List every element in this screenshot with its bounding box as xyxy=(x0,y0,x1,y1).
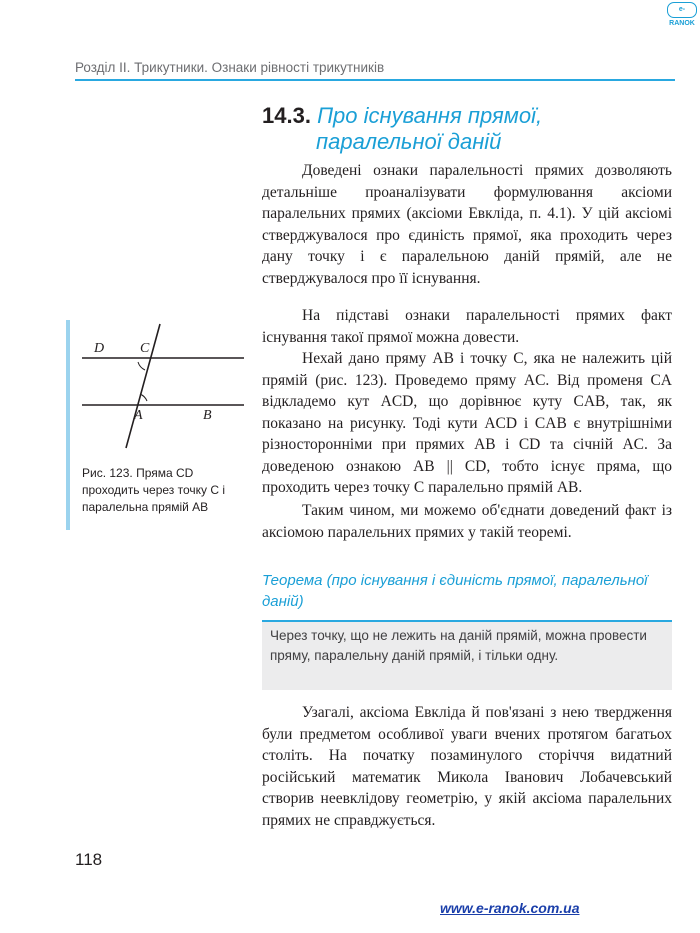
website-link[interactable]: www.e-ranok.com.ua xyxy=(440,900,580,916)
paragraph-1: Доведені ознаки паралельності прямих дозволяють детальніше проаналізувати формулювання аксіоми паралельних прямих (аксіоми Евкліда, п. 4.1). У цій аксіомі стверджувалося про єдиність прямої, яка проходить через дану точку і є паралельною даній прямій, але не стверджувалося про її існування. xyxy=(262,162,672,287)
figure-caption: Рис. 123. Пряма CD проходить через точку C і паралельна прямій AB xyxy=(82,466,226,514)
figure-123-diagram xyxy=(78,318,248,458)
paragraph-5: Узагалі, аксіома Евкліда й пов'язані з нею твердження були предметом особливої уваги вчених протягом багатьох століть. На початку позаминулого сторіччя видатний російський математик Микола Іванович Лобачевський створив неевклідову геометрію, у якій аксіома паралельних прямих не справджується. xyxy=(262,704,672,829)
theorem-heading: Теорема (про існування і єдиність прямої, паралельної даній) xyxy=(262,572,648,610)
figure-accent-bar xyxy=(66,320,70,530)
label-c: C xyxy=(140,341,150,356)
page-number: 118 xyxy=(75,850,103,869)
theorem-text: Через точку, що не лежить на даній прямій, можна провести пряму, паралельну даній прямій, і тільки одну. xyxy=(270,628,647,663)
running-header: Розділ ІІ. Трикутники. Ознаки рівності трикутників xyxy=(75,60,385,75)
label-d: D xyxy=(94,341,105,356)
section-number: 14.3. xyxy=(262,103,311,128)
paragraph-2: На підставі ознаки паралельності прямих факт існування такої прямої можна довести. xyxy=(262,307,672,346)
angle-cab-arc xyxy=(140,394,147,401)
section-title-line2: паралельної даній xyxy=(316,129,502,154)
section-title-line1: Про існування прямої, xyxy=(317,103,543,128)
paragraph-4: Таким чином, ми можемо об'єднати доведений факт із аксіомою паралельних прямих у такій теоремі. xyxy=(262,502,672,541)
section-title xyxy=(262,103,682,155)
publisher-logo: e-RANOK xyxy=(667,2,697,18)
paragraph-3: Нехай дано пряму AB і точку C, яка не належить цій прямій (рис. 123). Проведемо пряму AC. Від променя CA відкладемо кут ACD, що дорівнює куту CAB, так, як показано на рисунку. Тоді кути ACD і CAB є внутрішніми різносторонніми при прямих AB і CD та січній AC. За доведеною ознакою AB || CD, тобто існує пряма, що проходить через точку C паралельно прямій AB. xyxy=(262,350,672,496)
header-rule xyxy=(75,79,675,81)
label-b: B xyxy=(203,408,212,423)
label-a: A xyxy=(134,408,143,423)
angle-acd-arc xyxy=(138,362,145,370)
